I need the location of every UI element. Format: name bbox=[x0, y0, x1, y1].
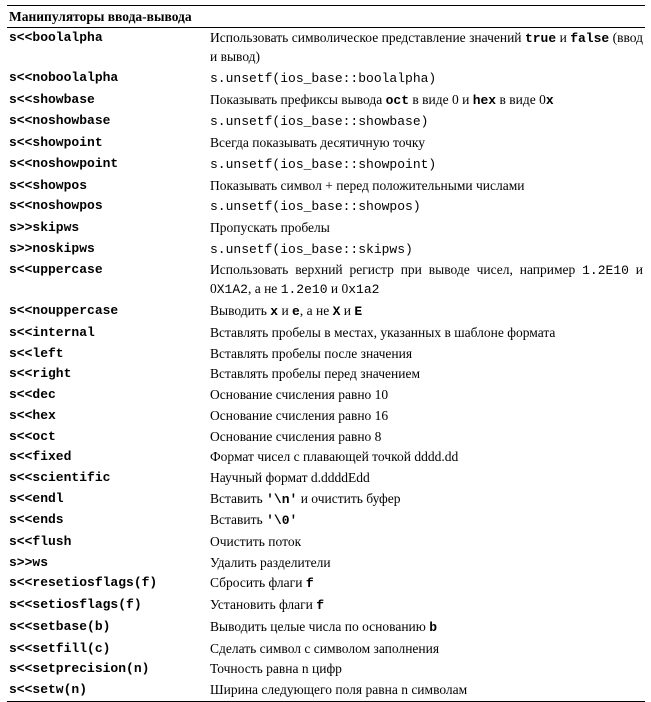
manipulator-name: s<<setw(n) bbox=[7, 680, 210, 701]
manipulator-name: s<<flush bbox=[9, 534, 72, 550]
description-text: Формат чисел с плавающей точкой dddd.dd bbox=[210, 449, 459, 465]
description-text: Вставлять пробелы перед значением bbox=[210, 366, 421, 382]
manipulator-description bbox=[210, 532, 645, 553]
description-text: и bbox=[340, 303, 355, 319]
table-row bbox=[7, 573, 645, 595]
table-row bbox=[7, 364, 645, 385]
table-row bbox=[7, 301, 645, 323]
table-row bbox=[7, 510, 645, 532]
manipulators-table bbox=[7, 5, 645, 702]
table-row bbox=[7, 154, 645, 176]
manipulator-description bbox=[210, 28, 645, 69]
manipulator-description bbox=[210, 659, 645, 680]
table-row bbox=[7, 385, 645, 406]
manipulator-description bbox=[210, 595, 645, 617]
manipulator-description bbox=[210, 364, 645, 385]
code-fragment: false bbox=[570, 31, 610, 46]
description-text: и 0 bbox=[327, 281, 349, 297]
manipulator-name: s<<showpos bbox=[9, 177, 88, 193]
code-fragment: b bbox=[429, 619, 438, 635]
table-row bbox=[7, 617, 645, 639]
manipulator-description bbox=[210, 489, 645, 511]
description-text: Выводить bbox=[210, 303, 271, 319]
code-fragment: x bbox=[270, 304, 279, 320]
description-text: Научный формат d.ddddEdd bbox=[210, 469, 370, 485]
code-fragment: E bbox=[354, 304, 363, 320]
manipulator-description bbox=[210, 90, 645, 112]
code-fragment: e bbox=[292, 304, 300, 320]
description-text: и bbox=[556, 30, 571, 45]
description-text: Точность равна n цифр bbox=[210, 661, 342, 677]
description-text: Сбросить флаги bbox=[210, 575, 306, 591]
manipulator-name: s<<boolalpha bbox=[9, 30, 103, 45]
manipulator-name: s>>ws bbox=[9, 554, 49, 570]
manipulator-name: s<<noshowbase bbox=[9, 113, 111, 129]
description-text: Показывать префиксы вывода bbox=[210, 91, 386, 107]
manipulator-description bbox=[210, 239, 645, 261]
manipulator-name: s<<fixed bbox=[9, 449, 72, 465]
manipulator-name: s<<setbase(b) bbox=[9, 618, 111, 634]
code-fragment: '\n' bbox=[266, 491, 298, 507]
table-row bbox=[7, 196, 645, 218]
code-fragment: s.unsetf(ios_base::showpos) bbox=[210, 199, 421, 215]
manipulator-name: s<<oct bbox=[9, 428, 56, 444]
table-row bbox=[7, 90, 645, 112]
code-fragment: hex bbox=[472, 92, 497, 108]
manipulator-name: s<<scientific bbox=[9, 469, 111, 485]
description-text: в виде 0 и bbox=[409, 91, 473, 107]
table-row bbox=[7, 239, 645, 261]
description-text: и 0 bbox=[210, 262, 644, 297]
description-text: Использовать верхний регистр при выводе чисел, например bbox=[210, 262, 583, 278]
description-text: Показывать символ + перед положительными числами bbox=[210, 177, 525, 193]
table-row bbox=[7, 595, 645, 617]
manipulator-name: s<<showbase bbox=[9, 91, 95, 107]
description-text: Ширина следующего поля равна n символам bbox=[210, 681, 468, 697]
manipulator-name: s<<uppercase bbox=[9, 262, 103, 278]
manipulator-name: s<<resetiosflags(f) bbox=[9, 575, 158, 591]
table-row bbox=[7, 68, 645, 90]
manipulator-name: s<<setiosflags(f) bbox=[9, 597, 142, 613]
code-fragment: s.unsetf(ios_base::boolalpha) bbox=[210, 71, 437, 86]
table-row bbox=[7, 344, 645, 365]
manipulator-description bbox=[210, 196, 645, 218]
code-fragment: s.unsetf(ios_base::showpoint) bbox=[210, 156, 437, 172]
code-fragment: 1.2E10 bbox=[582, 263, 629, 279]
table-row bbox=[7, 406, 645, 427]
manipulator-description bbox=[210, 406, 645, 427]
description-text: Установить флаги bbox=[210, 597, 317, 613]
table-row bbox=[7, 680, 645, 701]
description-text: (ввод и вывод) bbox=[210, 30, 644, 64]
manipulator-description bbox=[210, 680, 645, 701]
table-row bbox=[7, 176, 645, 197]
manipulator-description bbox=[210, 218, 645, 239]
code-fragment: s.unsetf(ios_base::showbase) bbox=[210, 114, 429, 130]
description-text: Основание счисления равно 8 bbox=[210, 428, 382, 444]
manipulator-description bbox=[210, 133, 645, 154]
code-fragment: X bbox=[332, 304, 341, 320]
manipulator-name: s<<noshowpoint bbox=[9, 155, 119, 171]
code-fragment: X1A2 bbox=[216, 282, 248, 298]
manipulator-description bbox=[210, 468, 645, 489]
description-text: Выводить целые числа по основанию bbox=[210, 618, 430, 634]
description-text: Сделать символ с символом заполнения bbox=[210, 640, 440, 656]
manipulator-description bbox=[210, 385, 645, 406]
table-row bbox=[7, 659, 645, 680]
manipulator-name: s<<showpoint bbox=[9, 135, 103, 151]
table-row bbox=[7, 553, 645, 574]
table-row bbox=[7, 28, 645, 69]
code-fragment: x1a2 bbox=[348, 282, 380, 298]
manipulator-description bbox=[210, 176, 645, 197]
code-fragment: '\0' bbox=[266, 513, 298, 529]
code-fragment: 1.2e10 bbox=[280, 282, 328, 298]
manipulator-description bbox=[210, 639, 645, 660]
manipulator-description bbox=[210, 510, 645, 532]
manipulator-description bbox=[210, 617, 645, 639]
table-header-row bbox=[7, 6, 645, 28]
code-fragment: s.unsetf(ios_base::skipws) bbox=[210, 241, 413, 257]
manipulator-name: s<<setprecision(n) bbox=[9, 661, 150, 677]
table-row bbox=[7, 218, 645, 239]
manipulators-document bbox=[7, 5, 645, 702]
table-title: Манипуляторы ввода-вывода bbox=[7, 6, 645, 28]
manipulator-description bbox=[210, 427, 645, 448]
manipulator-name: s<<dec bbox=[9, 387, 56, 403]
description-text: Основание счисления равно 16 bbox=[210, 407, 389, 423]
manipulator-name: s<<noboolalpha bbox=[9, 70, 119, 85]
description-text: Использовать символическое представление значений bbox=[210, 30, 525, 45]
manipulator-name: s<<internal bbox=[9, 325, 95, 341]
description-text: , а не bbox=[247, 281, 281, 297]
table-row bbox=[7, 532, 645, 553]
manipulator-description bbox=[210, 573, 645, 595]
code-fragment: oct bbox=[385, 92, 410, 108]
code-fragment: f bbox=[316, 598, 325, 614]
manipulator-name: s>>noskipws bbox=[9, 240, 95, 256]
description-text: , а не bbox=[299, 303, 333, 319]
table-row bbox=[7, 133, 645, 154]
table-row bbox=[7, 489, 645, 511]
table-row bbox=[7, 447, 645, 468]
manipulator-description bbox=[210, 447, 645, 468]
description-text: Вставить bbox=[210, 512, 267, 528]
table-row bbox=[7, 427, 645, 448]
manipulator-description bbox=[210, 323, 645, 344]
manipulator-name: s<<left bbox=[9, 345, 64, 361]
manipulator-description bbox=[210, 68, 645, 90]
manipulator-description bbox=[210, 553, 645, 574]
code-fragment: true bbox=[524, 31, 557, 46]
description-text: Пропускать пробелы bbox=[210, 219, 330, 235]
manipulator-description bbox=[210, 260, 645, 301]
manipulator-name: s<<noshowpos bbox=[9, 198, 103, 214]
code-fragment: x bbox=[545, 92, 554, 108]
description-text: Вставлять пробелы в местах, указанных в шаблоне формата bbox=[210, 325, 556, 341]
description-text: Основание счисления равно 10 bbox=[210, 387, 389, 403]
manipulator-description bbox=[210, 111, 645, 133]
table-row bbox=[7, 260, 645, 301]
manipulator-name: s<<setfill(c) bbox=[9, 640, 111, 656]
description-text: Вставлять пробелы после значения bbox=[210, 345, 413, 361]
manipulator-name: s<<endl bbox=[9, 490, 64, 506]
manipulator-name: s<<nouppercase bbox=[9, 303, 119, 319]
table-body bbox=[7, 28, 645, 702]
table-row bbox=[7, 323, 645, 344]
manipulator-description bbox=[210, 301, 645, 323]
manipulator-name: s<<ends bbox=[9, 512, 64, 528]
description-text: Всегда показывать десятичную точку bbox=[210, 135, 426, 151]
description-text: в виде 0 bbox=[496, 91, 546, 107]
code-fragment: f bbox=[305, 576, 314, 592]
table-row bbox=[7, 639, 645, 660]
description-text: Вставить bbox=[210, 490, 267, 506]
table-row bbox=[7, 111, 645, 133]
manipulator-description bbox=[210, 154, 645, 176]
description-text: и bbox=[278, 303, 293, 319]
manipulator-description bbox=[210, 344, 645, 365]
description-text: и очистить буфер bbox=[297, 490, 401, 506]
manipulator-name: s<<right bbox=[9, 366, 72, 382]
description-text: Очистить поток bbox=[210, 534, 302, 550]
manipulator-name: s<<hex bbox=[9, 407, 56, 423]
description-text: Удалить разделители bbox=[210, 554, 331, 570]
table-row bbox=[7, 468, 645, 489]
manipulator-name: s>>skipws bbox=[9, 219, 80, 235]
